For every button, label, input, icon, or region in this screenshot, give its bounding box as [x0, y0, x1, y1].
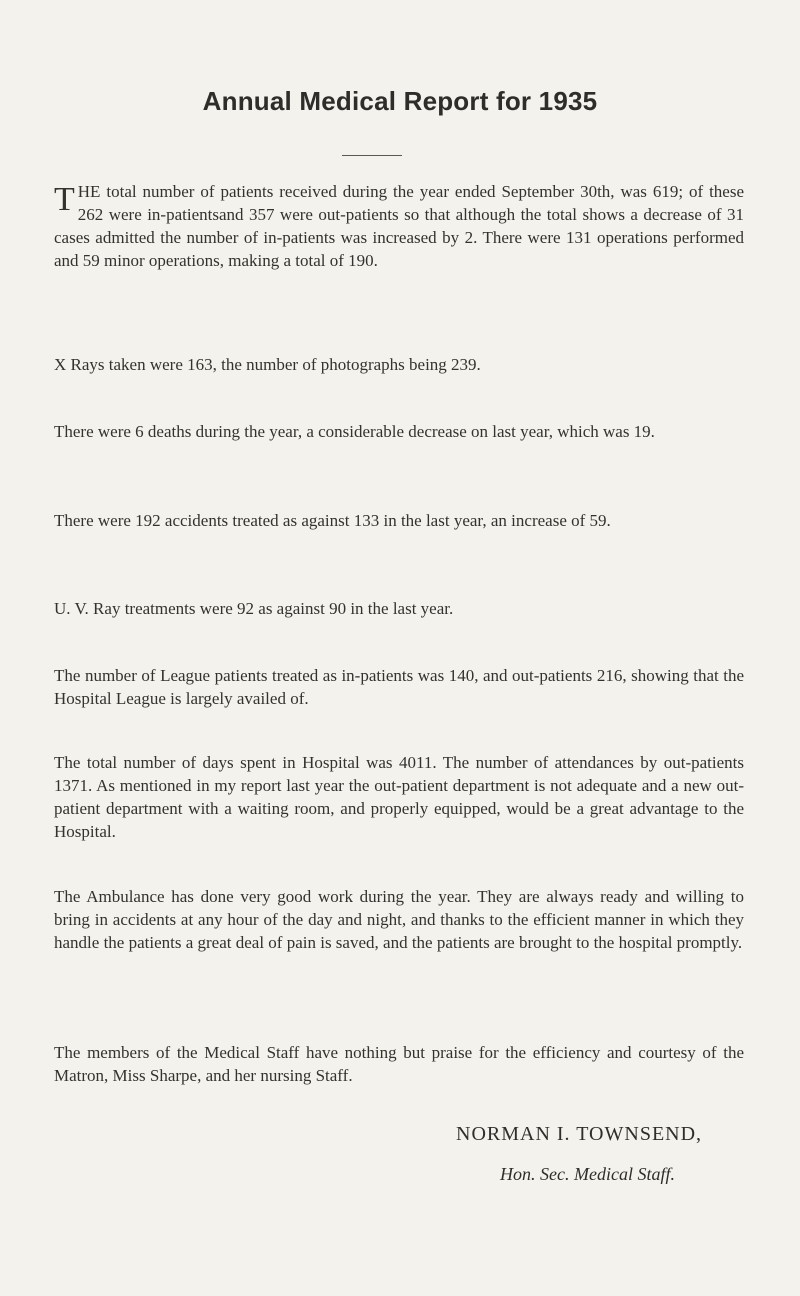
- paragraph-uv-ray: U. V. Ray treatments were 92 as against 90 in the last year.: [54, 599, 454, 618]
- paragraph-accidents: There were 192 accidents treated as against 133 in the last year, an increase of 59.: [54, 511, 611, 530]
- paragraph-ambulance: The Ambulance has done very good work during the year. They are always ready and willing to bring in accidents at any hour of the day and night, and thanks to the efficient manner in which they handle the patients a great deal of pain is saved, and the patients are brought to the hospital promptly.: [54, 887, 744, 952]
- drop-cap: T: [54, 181, 75, 218]
- paragraph-league: The number of League patients treated as in-patients was 140, and out-patients 216, showing that the Hospital League is largely availed of.: [54, 666, 744, 708]
- paragraph-patients: [54, 180, 744, 272]
- signature-role: Hon. Sec. Medical Staff.: [500, 1164, 675, 1184]
- signature-name: NORMAN I. TOWNSEND,: [456, 1123, 703, 1145]
- page-title: Annual Medical Report for 1935: [202, 86, 598, 116]
- title-divider: [342, 155, 402, 156]
- paragraph-medical-staff: The members of the Medical Staff have nothing but praise for the efficiency and courtesy of the Matron, Miss Sharpe, and her nursing Staff.: [54, 1043, 744, 1085]
- paragraph-deaths: There were 6 deaths during the year, a considerable decrease on last year, which was 19.: [54, 422, 655, 441]
- paragraph-x-rays: X Rays taken were 163, the number of photographs being 239.: [54, 355, 481, 374]
- paragraph-patients-text: HE total number of patients received during the year ended September 30th, was 619; of these 262 were in-patientsand 357 were out-patients so that although the total shows a decrease of 31 cases admitted the number of in-patients was increased by 2. There were 131 operations performed and 59 minor operations, making a total of 190.: [54, 182, 744, 270]
- paragraph-hospital-days: The total number of days spent in Hospital was 4011. The number of attendances by out-patients 1371. As mentioned in my report last year the out-patient department is not adequate and a new out-patient department with a waiting room, and properly equipped, would be a great advantage to the Hospital.: [54, 753, 744, 841]
